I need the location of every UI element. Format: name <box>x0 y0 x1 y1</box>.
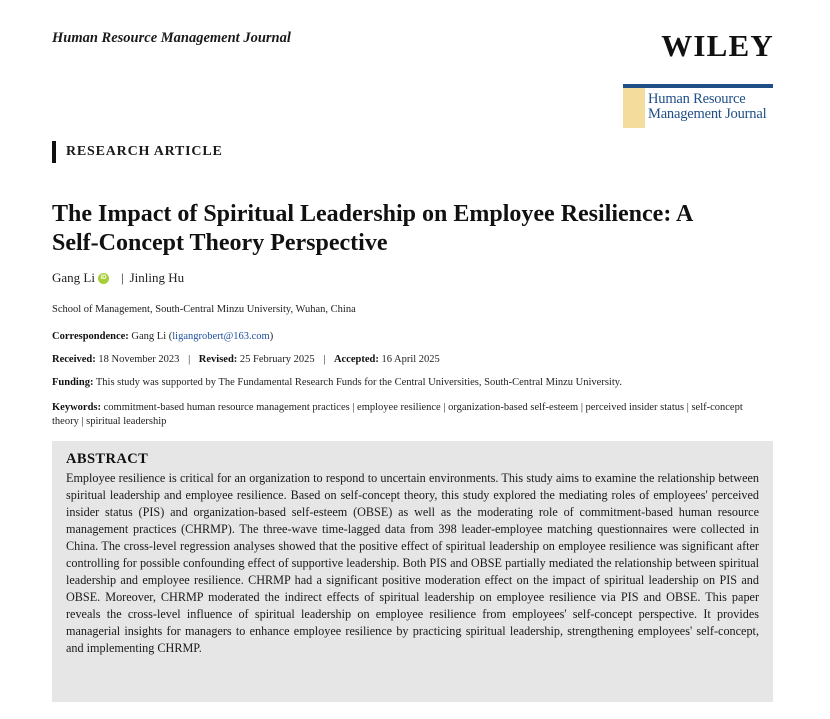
correspondence-label: Correspondence: <box>52 331 129 342</box>
journal-logo[interactable] <box>623 84 773 128</box>
keywords-text: commitment-based human resource management practices | employee resilience | organization-based self-esteem | perceived insider status | self-concept theory | spiritual leadership <box>52 402 743 427</box>
article-type-label: RESEARCH ARTICLE <box>52 141 223 163</box>
journal-header: Human Resource Management Journal <box>52 30 291 46</box>
correspondence-name: Gang Li ( <box>131 331 173 342</box>
abstract-panel <box>52 441 773 702</box>
revised-label: Revised: <box>198 354 238 365</box>
funding-text: This study was supported by The Fundamental Research Funds for the Central Universities, South-Central Minzu University. <box>95 377 622 388</box>
author-separator: | <box>120 270 124 285</box>
received-date: 18 November 2023 <box>98 354 180 365</box>
orcid-icon[interactable]: iD <box>98 273 109 284</box>
funding <box>52 377 772 388</box>
keywords-label: Keywords: <box>52 402 101 413</box>
correspondence <box>52 331 772 342</box>
correspondence-close: ) <box>269 331 274 342</box>
article-dates <box>52 354 772 365</box>
correspondence-email-link[interactable]: ligangrobert@163.com <box>172 331 270 342</box>
received-label: Received: <box>52 354 96 365</box>
publisher-logo[interactable]: WILEY <box>661 28 774 63</box>
journal-logo-line-2: Management Journal <box>648 106 767 122</box>
author-name[interactable]: Gang Li <box>52 270 95 285</box>
accepted-date: 16 April 2025 <box>381 354 440 365</box>
date-separator: | <box>323 354 326 365</box>
journal-logo-line-1: Human Resource <box>648 91 746 107</box>
accepted-label: Accepted: <box>333 354 379 365</box>
funding-label: Funding: <box>52 377 94 388</box>
paper-title: The Impact of Spiritual Leadership on Employee Resilience: A Self-Concept Theory Perspective <box>52 201 693 256</box>
affiliation: School of Management, South-Central Minzu University, Wuhan, China <box>52 304 356 315</box>
journal-logo-bar <box>623 88 645 128</box>
author-name[interactable]: Jinling Hu <box>129 270 185 285</box>
author-list <box>52 270 184 286</box>
revised-date: 25 February 2025 <box>239 354 315 365</box>
abstract-heading: ABSTRACT <box>66 451 149 467</box>
journal-logo-text <box>648 92 766 122</box>
date-separator: | <box>188 354 191 365</box>
keywords <box>52 401 768 429</box>
abstract-text: Employee resilience is critical for an organization to respond to uncertain environments. This study aims to examine the relationship between spiritual leadership and employee resilience. Based on self-concept theory, this study explored the mediating roles of employees' perceived insider status (PIS) and organization-based self-esteem (OBSE) as well as the moderating role of commitment-based human resource management practices (CHRMP). The three-wave time-lagged data from 398 leader-employee matching questionnaires were collected in China. The cross-level regression analyses showed that the positive effect of spiritual leadership on employee resilience was significant after controlling for possible confounding effect of supportive leadership. Both PIS and OBSE partially mediated the relationship between spiritual leadership and employee resilience. CHRMP had a significant positive moderation effect on the impact of spiritual leadership on PIS and OBSE. Moreover, CHRMP moderated the indirect effects of spiritual leadership on employee resilience via PIS and OBSE. This paper reveals the cross-level influence of spiritual leadership on employee resilience from employees' self-concept perspective. It provides managerial insights for managers to enhance employee resilience by practicing spiritual leadership, strengthening employees' self-concept, and implementing CHRMP. <box>66 471 759 655</box>
